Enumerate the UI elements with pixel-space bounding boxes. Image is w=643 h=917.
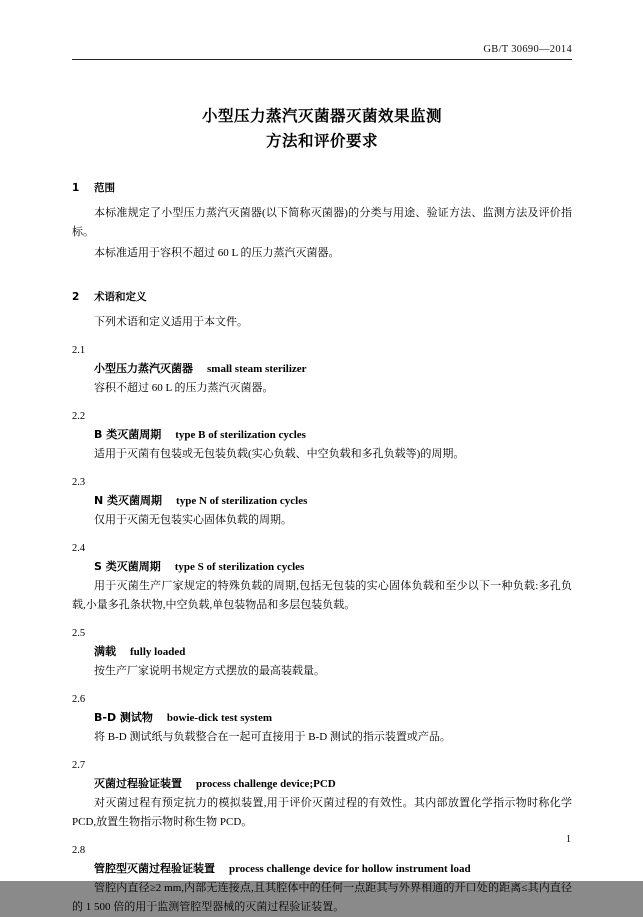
- term-title-2-2: [94, 426, 572, 442]
- title-line-2: 方法和评价要求: [265, 132, 378, 150]
- term-definition-2-6: 将 B-D 测试纸与负载整合在一起可直接用于 B-D 测试的指示装置或产品。: [94, 731, 451, 743]
- term-en-2-1: small steam sterilizer: [207, 363, 307, 375]
- term-definition-2-8: 管腔内直径≥2 mm,内部无连接点,且其腔体中的任何一点距其与外界相通的开口处的距离≤其内直径的 1 500 倍的用于监测管腔型器械的灭菌过程验证装置。: [72, 882, 572, 913]
- term-number-2-3: 2.3: [72, 477, 86, 488]
- term-number-2-5: 2.5: [72, 628, 86, 639]
- term-zh-2-5: 满载: [94, 645, 116, 658]
- term-number-2-1: 2.1: [72, 345, 86, 356]
- term-definition-2-7: 对灭菌过程有预定抗力的模拟装置,用于评价灭菌过程的有效性。其内部放置化学指示物时称化学 PCD,放置生物指示物时称生物 PCD。: [72, 797, 572, 828]
- term-title-2-3: [94, 492, 572, 508]
- term-zh-2-7: 灭菌过程验证装置: [94, 777, 182, 790]
- term-number-2-2: 2.2: [72, 411, 86, 422]
- term-number-2-7: 2.7: [72, 760, 86, 771]
- term-definition-2-1: 容积不超过 60 L 的压力蒸汽灭菌器。: [94, 382, 274, 394]
- section-heading-1: [72, 180, 572, 195]
- term-number-2-6: 2.6: [72, 694, 86, 705]
- title-line-1: 小型压力蒸汽灭菌器灭菌效果监测: [201, 107, 442, 125]
- term-number-2-4: 2.4: [72, 543, 86, 554]
- term-definition-2-2: 适用于灭菌有包装或无包装负载(实心负载、中空负载和多孔负载等)的周期。: [94, 448, 465, 460]
- term-number-2-8: 2.8: [72, 845, 86, 856]
- page-title: [72, 104, 572, 154]
- term-zh-2-2: B 类灭菌周期: [94, 428, 162, 441]
- section-2-paragraph-1: 下列术语和定义适用于本文件。: [94, 316, 248, 328]
- term-en-2-4: type S of sterilization cycles: [174, 561, 305, 573]
- page-number: 1: [566, 834, 571, 845]
- term-en-2-6: bowie-dick test system: [166, 712, 273, 724]
- term-zh-2-6: B-D 测试物: [94, 711, 153, 724]
- term-zh-2-4: S 类灭菌周期: [94, 560, 161, 573]
- term-en-2-2: type B of sterilization cycles: [175, 429, 306, 441]
- term-en-2-7: process challenge device;PCD: [196, 778, 336, 790]
- term-definition-2-4: 用于灭菌生产厂家规定的特殊负载的周期,包括无包装的实心固体负载和至少以下一种负载:多孔负载,小量多孔条状物,中空负载,单包装物品和多层包装负载。: [72, 580, 572, 611]
- section-1-paragraph-1: 本标准规定了小型压力蒸汽灭菌器(以下简称灭菌器)的分类与用途、验证方法、监测方法及评价指标。: [72, 207, 572, 238]
- section-number-1: 1: [72, 182, 80, 194]
- term-title-2-7: [94, 775, 572, 791]
- term-definition-2-5: 按生产厂家说明书规定方式摆放的最高装载量。: [94, 665, 325, 677]
- term-en-2-5: fully loaded: [130, 646, 186, 658]
- term-zh-2-8: 管腔型灭菌过程验证装置: [94, 862, 215, 875]
- term-title-2-1: [94, 360, 572, 376]
- term-en-2-8: process challenge device for hollow instrument load: [229, 863, 471, 875]
- term-en-2-3: type N of sterilization cycles: [176, 495, 308, 507]
- term-title-2-4: [94, 558, 572, 574]
- header-rule: [72, 59, 572, 60]
- section-heading-2: [72, 289, 572, 304]
- page-content: [72, 44, 572, 917]
- term-zh-2-1: 小型压力蒸汽灭菌器: [94, 362, 193, 375]
- term-title-2-5: [94, 643, 572, 659]
- section-1-paragraph-2: 本标准适用于容积不超过 60 L 的压力蒸汽灭菌器。: [94, 247, 340, 259]
- section-number-2: 2: [72, 291, 80, 303]
- standard-code: GB/T 30690—2014: [483, 44, 572, 55]
- section-title-2: 术语和定义: [94, 291, 147, 303]
- term-definition-2-3: 仅用于灭菌无包装实心固体负载的周期。: [94, 514, 292, 526]
- term-zh-2-3: N 类灭菌周期: [94, 494, 163, 507]
- term-title-2-6: [94, 709, 572, 725]
- term-title-2-8: [94, 860, 572, 876]
- section-title-1: 范围: [94, 182, 115, 194]
